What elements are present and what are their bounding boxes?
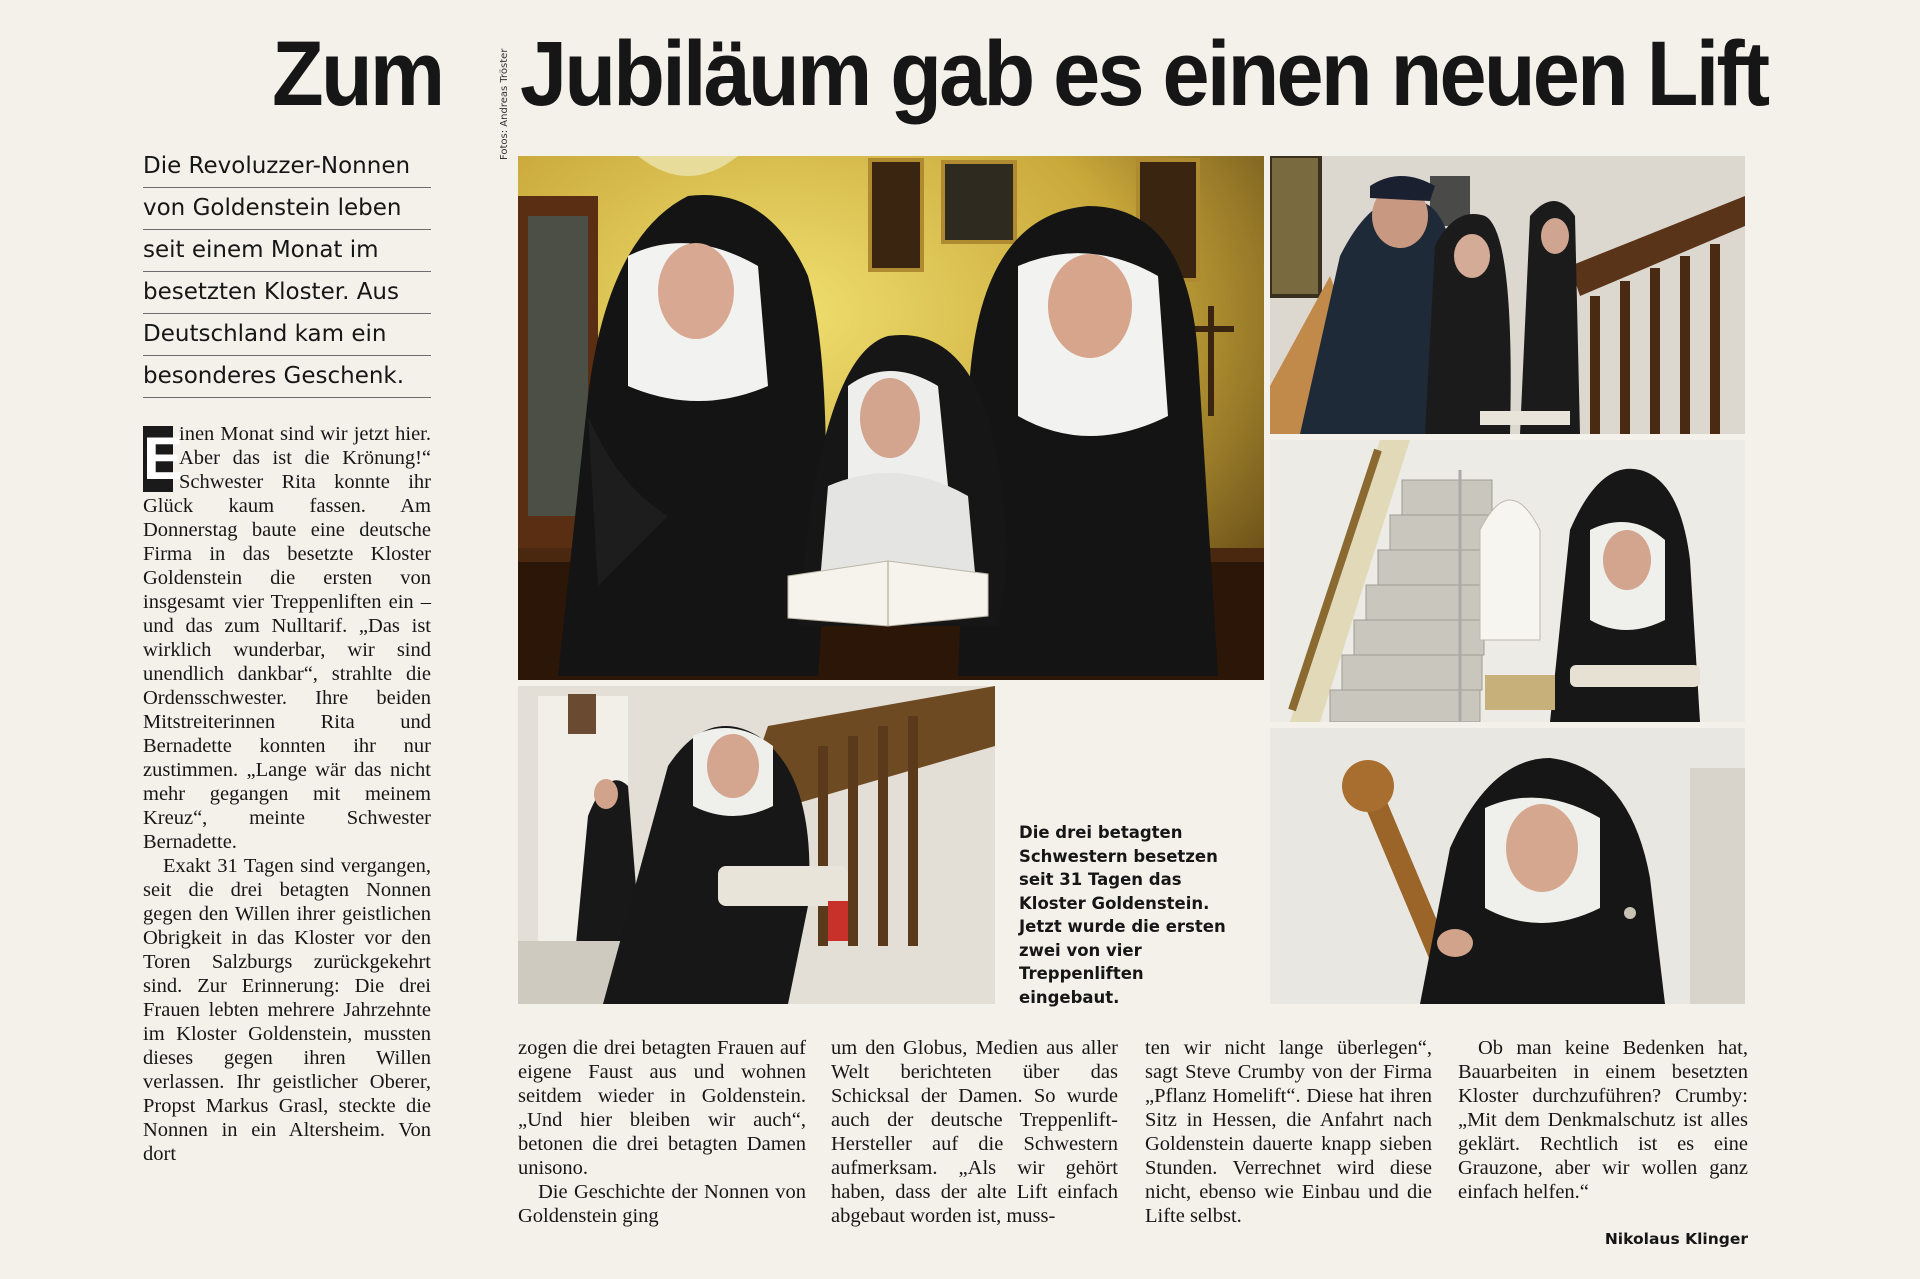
lead-line: besonderes Geschenk.	[143, 356, 431, 398]
paragraph: Die Geschichte der Nonnen von Goldenstein ging	[518, 1181, 806, 1227]
headline-word-zum: Zum	[272, 23, 443, 125]
lead-line: Deutschland kam ein	[143, 314, 431, 356]
paragraph: Ob man keine Bedenken hat, Bauarbeiten in einem besetzten Kloster durchzuführen? Crumby: „Mit dem Denkmalschutz ist alles geklärt. Rechtlich ist es eine Grauzone, aber wir wollen ganz einfach helfen.“	[1458, 1037, 1748, 1203]
photo-nun-with-handrail	[1270, 728, 1745, 1004]
photo-credit: Fotos: Andreas Tröster	[499, 48, 510, 160]
headline: Jubiläum gab es einen neuen Lift	[520, 23, 1768, 125]
article-column-3	[831, 1036, 1118, 1228]
lead-line: seit einem Monat im	[143, 230, 431, 272]
paragraph: Exakt 31 Tagen sind vergangen, seit die drei betagten Nonnen gegen den Willen ihrer geistlichen Obrigkeit in das Kloster vor den Toren Salzburgs zurückgekehrt sind. Zur Erinnerung: Die drei Frauen lebten mehrere Jahrzehnte im Kloster Goldenstein, mussten dieses gegen ihren Willen verlassen. Ihr geistlicher Oberer, Propst Markus Grasl, steckte die Nonnen in ein Altersheim. Von dort	[143, 855, 431, 1165]
author-byline: Nikolaus Klinger	[1604, 1230, 1748, 1248]
paragraph: zogen die drei betagten Frauen auf eigene Faust aus und wohnen seitdem wieder in Goldenstein. „Und hier bleiben wir auch“, betonen die drei betagten Damen unisono.	[518, 1037, 806, 1179]
article-column-1	[143, 422, 431, 1166]
photo-nun-on-stairlift	[518, 686, 995, 1004]
article-column-4	[1145, 1036, 1432, 1228]
paragraph: ten wir nicht lange überlegen“, sagt Steve Crumby von der Firma „Pflanz Homelift“. Diese hat ihren Sitz in Hessen, die Anfahrt nach Goldenstein dauerte knapp sieben Stunden. Verrechnet wird diese nicht, ebenso wie Einbau und die Lifte selbst.	[1145, 1037, 1432, 1227]
article-column-5	[1458, 1036, 1748, 1204]
photo-caption: Die drei betagten Schwestern besetzen seit 31 Tagen das Kloster Goldenstein. Jetzt wurde die ersten zwei von vier Treppenliften eingebaut.	[1019, 823, 1226, 1007]
photo-stairlift-with-nun	[1270, 440, 1745, 722]
paragraph: um den Globus, Medien aus aller Welt berichteten über das Schicksal der Damen. So wurde auch der deutsche Treppenlift-Hersteller auf die Schwestern aufmerksam. „Als wir gehört haben, dass der alte Lift einfach abgebaut worden ist, muss-	[831, 1037, 1118, 1227]
paragraph: E inen Monat sind wir jetzt hier. Aber das ist die Krönung!“ Schwester Rita konnte ihr Glück kaum fassen. Am Donnerstag baute eine deutsche Firma in das besetzte Kloster Goldenstein die ersten von insgesamt vier Treppenliften ein – und das zum Nulltarif. „Das ist wirklich wunderbar, wir sind unendlich dankbar“, strahlte die Ordensschwester. Ihre beiden Mitstreiterinnen Rita und Bernadette konnten ihr nur zustimmen. „Lange wär das nicht mehr gegangen mit meinem Kreuz“, meinte Schwester Bernadette.	[143, 423, 431, 853]
lead-line: von Goldenstein leben	[143, 188, 431, 230]
lead-line: Die Revoluzzer-Nonnen	[143, 146, 431, 188]
drop-cap: E	[143, 425, 184, 492]
article-column-2	[518, 1036, 806, 1228]
main-photo-nuns-with-book	[518, 156, 1264, 680]
photo-installer-with-nuns	[1270, 156, 1745, 434]
lead-text	[143, 146, 431, 398]
lead-line: besetzten Kloster. Aus	[143, 272, 431, 314]
